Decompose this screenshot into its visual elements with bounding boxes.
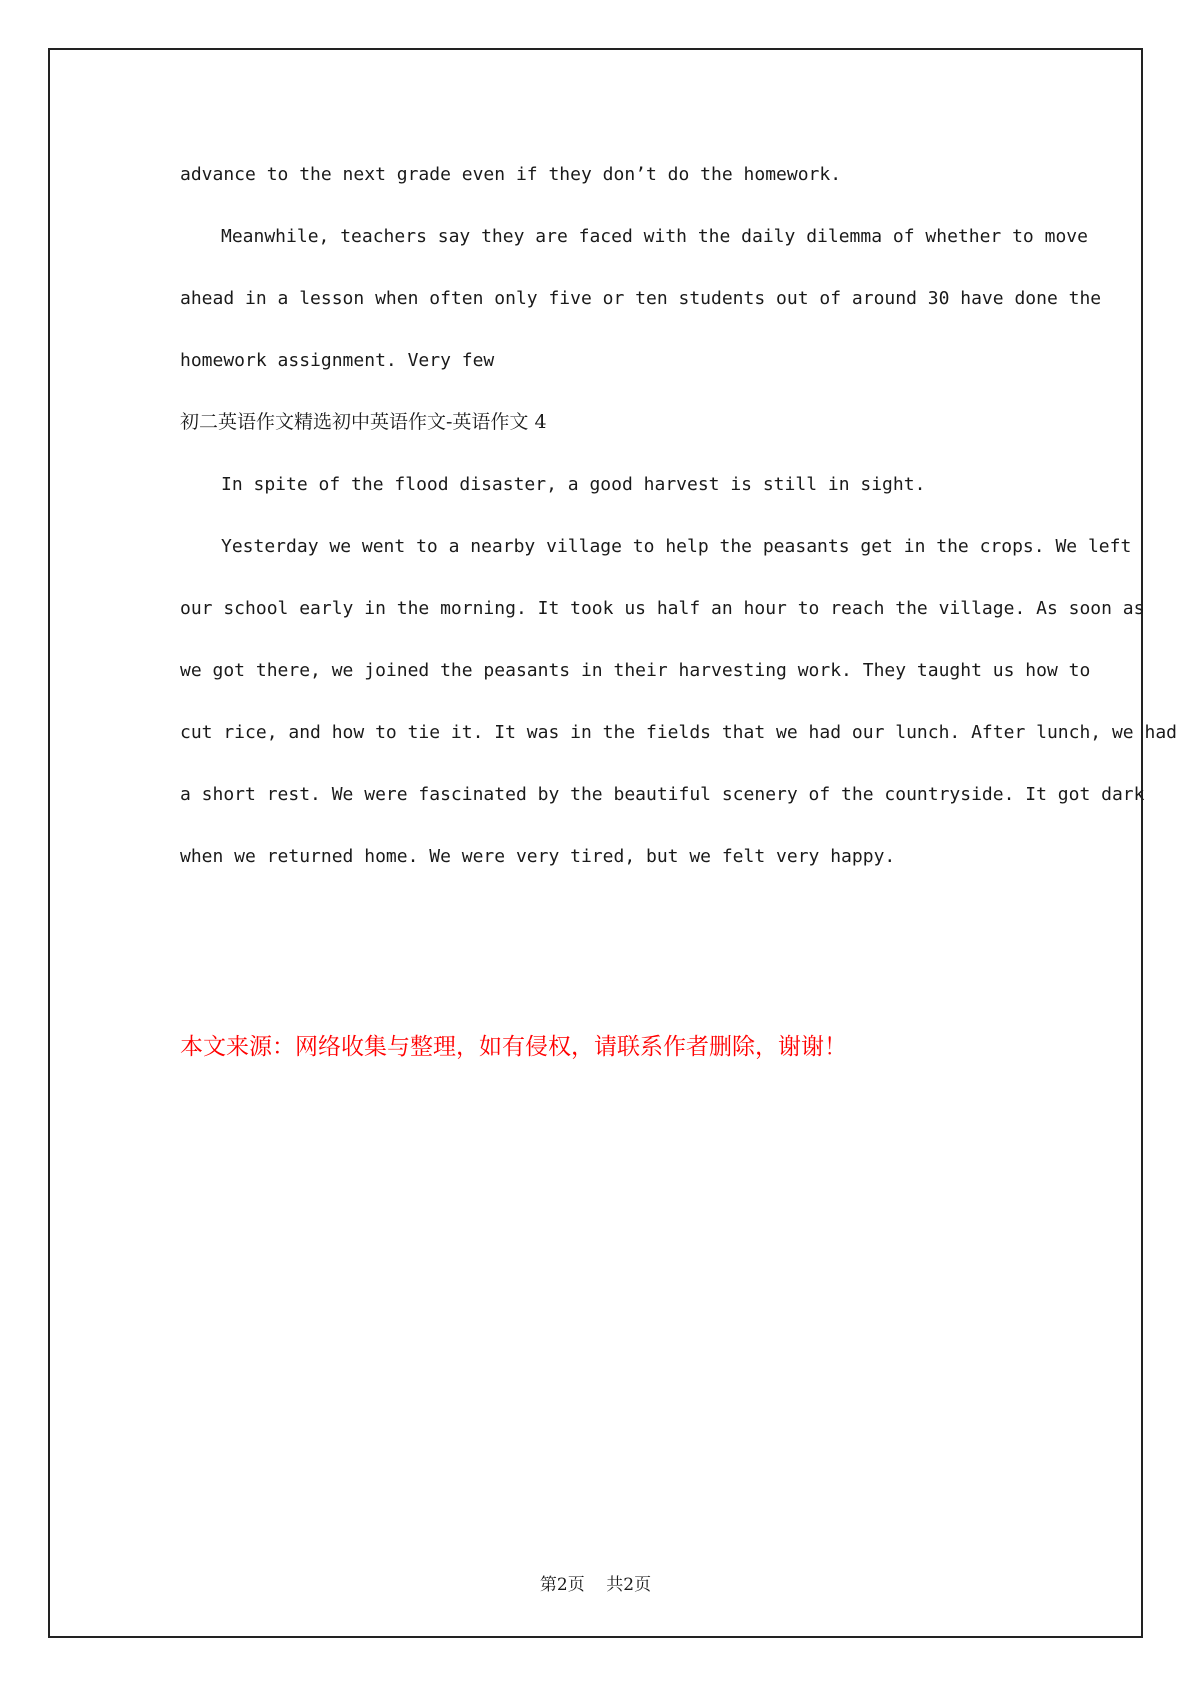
page-number: 第2页 共2页 — [539, 1575, 652, 1595]
body-line-3: ahead in a lesson when often only five or ten students out of around 30 have done the — [180, 288, 1102, 309]
body-line-2: Meanwhile, teachers say they are faced with the daily dilemma of whether to move — [221, 226, 1088, 247]
essay-heading: 初二英语作文精选初中英语作文-英语作文 4 — [180, 411, 547, 433]
essay-line-2: Yesterday we went to a nearby village to help the peasants get in the crops. We left — [221, 536, 1132, 557]
page-frame — [48, 48, 1177, 1638]
essay-line-5: cut rice, and how to tie it. It was in the fields that we had our lunch. After lunch, we had — [180, 722, 1177, 743]
essay-line-3: our school early in the morning. It took us half an hour to reach the village. As soon as — [180, 598, 1145, 619]
body-line-4: homework assignment. Very few — [180, 350, 495, 371]
essay-line-7: when we returned home. We were very tired, but we felt very happy. — [180, 846, 896, 867]
essay-line-4: we got there, we joined the peasants in their harvesting work. They taught us how to — [180, 660, 1091, 681]
essay-line-6: a short rest. We were fascinated by the beautiful scenery of the countryside. It got dark — [180, 784, 1145, 805]
source-note: 本文来源：网络收集与整理，如有侵权，请联系作者删除，谢谢！ — [180, 1034, 847, 1060]
body-line-1: advance to the next grade even if they don’t do the homework. — [180, 164, 842, 185]
essay-line-1: In spite of the flood disaster, a good harvest is still in sight. — [221, 474, 926, 495]
